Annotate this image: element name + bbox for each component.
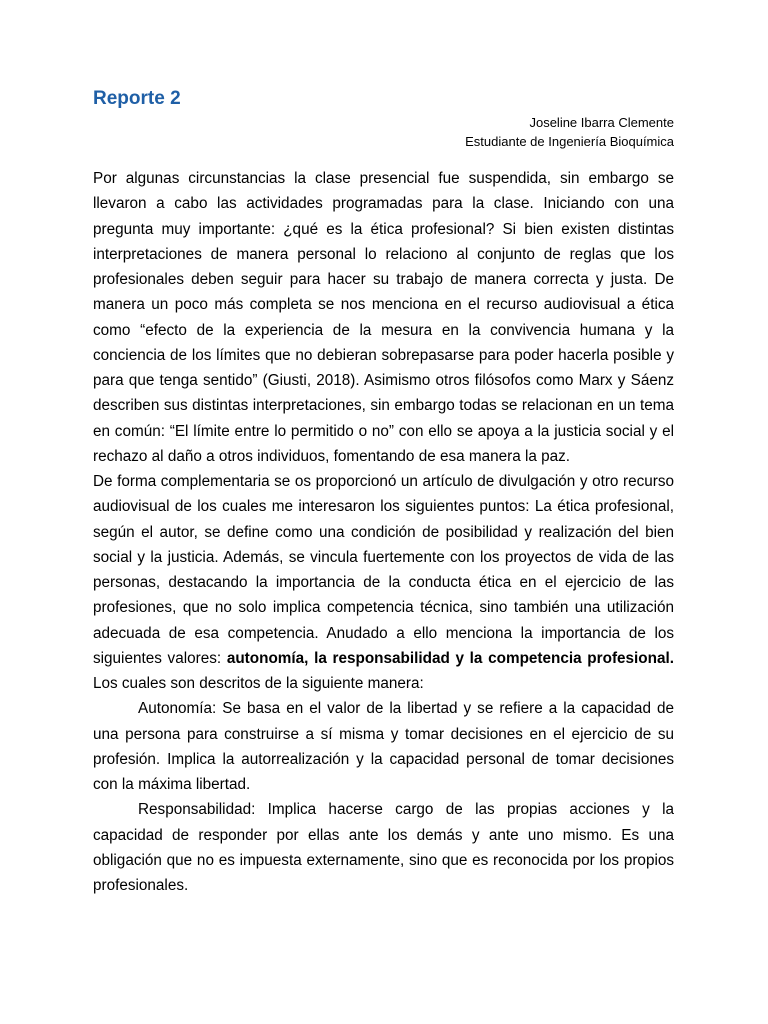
author-name: Joseline Ibarra Clemente bbox=[529, 115, 674, 130]
document-title: Reporte 2 bbox=[93, 88, 181, 109]
paragraph-responsabilidad: Responsabilidad: Implica hacerse cargo de las propias acciones y la capacidad de responder por ellas ante los demás y ante uno mismo. Es una obligación que no es impuesta externamente, sino que es reconocida por los propios profesionales. bbox=[93, 801, 674, 894]
values-bold-text: autonomía, la responsabilidad y la competencia profesional. bbox=[226, 649, 674, 667]
document-body bbox=[93, 166, 674, 898]
document-page bbox=[93, 86, 674, 898]
paragraph-complementary-text: De forma complementaria se os proporcionó un artículo de divulgación y otro recurso audiovisual de los cuales me interesaron los siguientes puntos: La ética profesional, según el autor, se define como una condición de posibilidad y realización del bien social y la justicia. Además, se vincula fuertemente con los proyectos de vida de las personas, destacando la importancia de la conducta ética en el ejercicio de las profesiones, que no solo implica competencia técnica, sino también una utilización adecuada de esa competencia. Anudado a ello menciona la importancia de los siguientes valores: bbox=[93, 473, 674, 667]
paragraph-complementary bbox=[93, 469, 674, 696]
paragraph-intro: Por algunas circunstancias la clase presencial fue suspendida, sin embargo se llevaron a cabo las actividades programadas para la clase. Iniciando con una pregunta muy importante: ¿qué es la ética profesional? Si bien existen distintas interpretaciones de manera personal lo relaciono al conjunto de reglas que los profesionales deben seguir para hacer su trabajo de manera correcta y justa. De manera un poco más completa se nos menciona en el recurso audiovisual a ética como “efecto de la experiencia de la mesura en la convivencia humana y la conciencia de los límites que no debieran sobrepasarse para poder hacerla posible y para que tenga sentido” (Giusti, 2018). Asimismo otros filósofos como Marx y Sáenz describen sus distintas interpretaciones, sin embargo todas se relacionan en un tema en común: “El límite entre lo permitido o no” con ello se apoya a la justicia social y el rechazo al daño a otros individuos, fomentando de esa manera la paz. bbox=[93, 170, 674, 465]
paragraph-autonomia: Autonomía: Se basa en el valor de la libertad y se refiere a la capacidad de una persona para construirse a sí misma y tomar decisiones en el ejercicio de su profesión. Implica la autorrealización y la capacidad personal de tomar decisiones con la máxima libertad. bbox=[93, 700, 674, 793]
paragraph-complementary-end: Los cuales son descritos de la siguiente manera: bbox=[93, 675, 424, 692]
author-affiliation: Estudiante de Ingeniería Bioquímica bbox=[465, 134, 674, 149]
author-block bbox=[93, 113, 674, 151]
